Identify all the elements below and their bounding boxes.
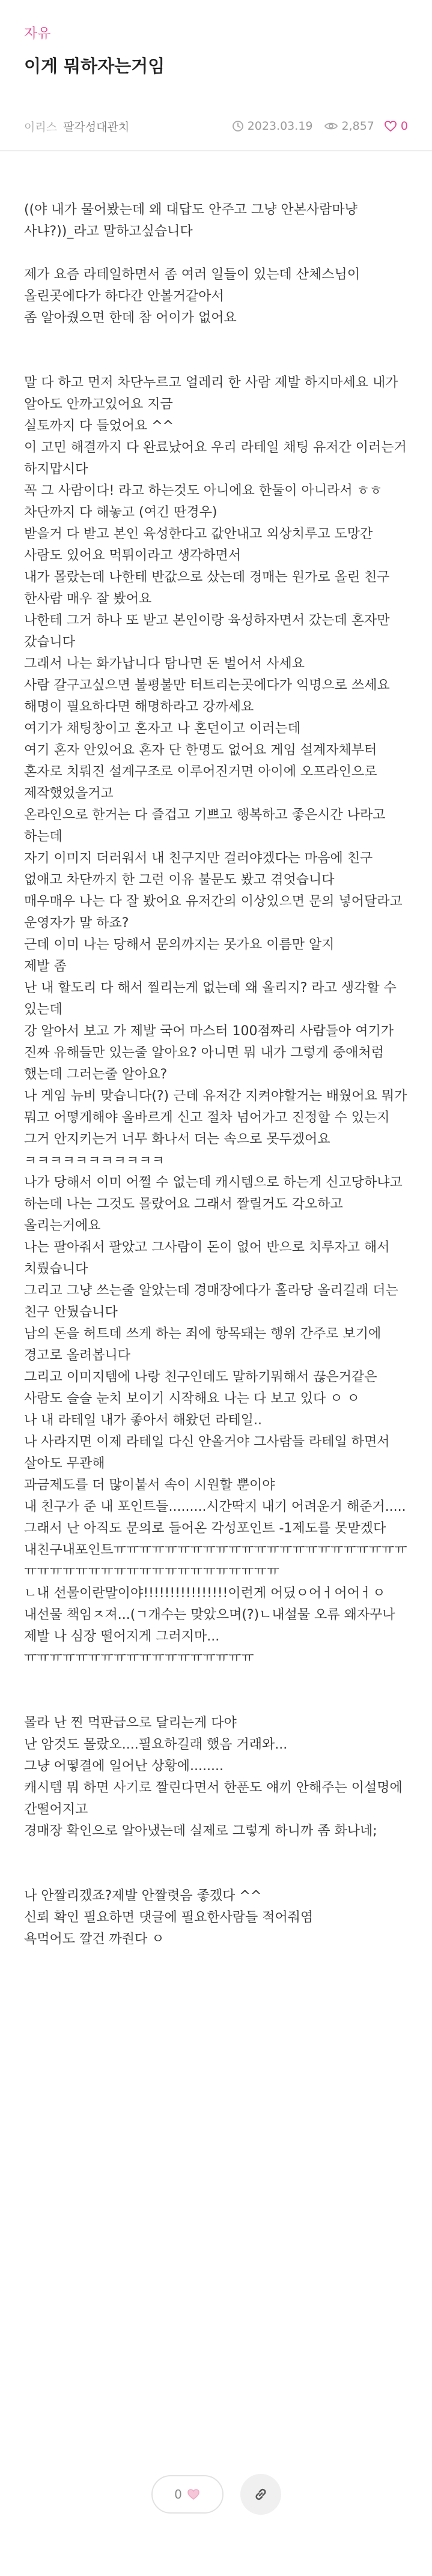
- body-line: ㄴ내 선물이란말이야!!!!!!!!!!!!!!!!이런게 어딨ㅇ어ㅓ어어ㅓㅇ: [24, 1586, 386, 1601]
- body-spacer: [24, 243, 408, 264]
- post-category[interactable]: 자유: [24, 26, 51, 41]
- post-body: [0, 151, 432, 1950]
- likes-count: 0: [400, 119, 408, 133]
- body-line: 꼭 그 사람이다! 라고 하는것도 아니에요 한둘이 아니라서 ㅎㅎ: [24, 483, 383, 498]
- body-line: 말 다 하고 먼저 차단누르고 얼레리 한 사람 제발 하지마세요 내가 알아도 안까고있어요 지금: [24, 375, 403, 412]
- body-line: 나 안짤리겠죠?제발 안짤렷음 좋겠다 ^^: [24, 1888, 262, 1903]
- eye-icon: [324, 120, 338, 132]
- body-line: 차단까지 다 해놓고 (여긴 딴경우): [24, 505, 218, 520]
- post-meta: [24, 115, 408, 137]
- body-line: 난 암것도 몰랐오....필요하길래 했음 거래와...: [24, 1737, 288, 1752]
- body-line: 나는 팔아줘서 팔았고 그사람이 돈이 없어 반으로 치루자고 해서 치뤘습니다: [24, 1240, 394, 1277]
- body-line: 욕먹어도 깔건 까줜다 ㅇ: [24, 1932, 165, 1947]
- body-line: 내 친구가 준 내 포인트들.........시간딱지 내기 어려운거 해준거.....그래서 난 아직도 문의로 들어온 각성포인트 -1제도를 못맏겠다: [24, 1499, 406, 1536]
- body-line: 내선물 책임ㅈ져...(ㄱ개수는 맞았으며(?)ㄴ내설물 오류 왜자꾸나 제발 나 심장 떨어지게 그러지마...ㅠㅠㅠㅠㅠㅠㅠㅠㅠㅠㅠㅠㅠㅠㅠㅠㅠㅠ: [24, 1607, 400, 1666]
- body-spacer: [24, 351, 408, 372]
- author-label: 이리스: [24, 120, 58, 134]
- body-line: 몰라 난 찐 먹판급으로 달리는게 다야: [24, 1716, 237, 1731]
- body-line: 근데 이미 나는 당해서 문의까지는 못가요 이름만 알지: [24, 937, 335, 952]
- body-line: 온라인으로 한거는 다 즐겁고 기쁘고 행복하고 좋은시간 나라고 하는데: [24, 808, 390, 844]
- body-spacer: [24, 329, 408, 351]
- post-views: [324, 119, 374, 133]
- body-line: 나 내 라테일 내가 좋아서 해왔던 라테일..: [24, 1413, 262, 1428]
- body-line: 이 고민 해결까지 다 완료났어요 우리 라테일 채팅 유저간 이러는거 하지맙시다: [24, 440, 411, 477]
- post-title: 이게 뭐하자는거임: [24, 56, 165, 76]
- body-line: 강 알아서 보고 가 제발 국어 마스터 100점짜리 사람들아 여기가 진짜 유해들만 있는줄 알아요? 아니면 뭐 내가 그렇게 중애처럼 했는데 그러는줄 알아요?: [24, 1024, 398, 1082]
- body-line: 나 게임 뉴비 맞습니다(?) 근데 유저간 지켜야할거는 배웠어요 뭐가 뭐고 어떻게해야 올바르게 신고 절차 넘어가고 진정할 수 있는지: [24, 1089, 412, 1125]
- like-button[interactable]: [151, 2475, 224, 2514]
- body-line: 그리고 그냥 쓰는줄 알았는데 경매장에다가 홀라당 올리길래 더는 친구 안뒀습니다: [24, 1283, 403, 1320]
- body-spacer: [24, 1864, 408, 1885]
- body-line: 좀 알아줬으면 한데 참 어이가 없어요: [24, 310, 237, 325]
- like-button-count: 0: [174, 2487, 182, 2502]
- body-line: 제발 좀: [24, 959, 67, 974]
- body-line: 캐시템 뭐 하면 사기로 짤린다면서 한푼도 얘끼 안해주는 이설명에 간떨어지고: [24, 1780, 407, 1817]
- clock-icon: [232, 120, 244, 132]
- post-likes: [384, 119, 408, 133]
- body-line: 나한테 그거 하나 또 받고 본인이랑 육성하자면서 갔는데 혼자만 갔습니다: [24, 613, 394, 650]
- body-line: 신뢰 확인 필요하면 댓글에 필요한사람들 적어줘염: [24, 1910, 314, 1925]
- author-name[interactable]: 팔각성대관치: [63, 120, 130, 134]
- body-line: 나가 당해서 이미 어쩔 수 없는데 캐시템으로 하는게 신고당하냐고 하는데 나는 그것도 몰랐어요 그래서 짤릴거도 각오하고 올리는거에요: [24, 1175, 407, 1233]
- body-line: 제가 요즘 라테일하면서 좀 여러 일들이 있는데 산체스님이 올린곳에다가 하다간 안볼거같아서: [24, 267, 365, 304]
- body-line: 그리고 이미지템에 나랑 친구인데도 말하기뭐해서 끊은거같은 사람도 슬슬 눈치 보이기 시작해요 나는 다 보고 있다 ㅇ ㅇ: [24, 1370, 382, 1406]
- post-header: [0, 0, 432, 137]
- body-line: 나 사라지면 이제 라테일 다신 안올거야 그사람들 라테일 하면서 살아도 무관해: [24, 1435, 394, 1471]
- body-line: 그냥 어떻결에 일어난 상황에........: [24, 1759, 224, 1774]
- body-spacer: [24, 1691, 408, 1713]
- heart-icon: [384, 120, 397, 132]
- body-line: 자기 이미지 더러워서 내 친구지만 걸러야겠다는 마음에 친구 없애고 차단까지 한 그런 이유 불문도 봤고 겪엇습니다: [24, 851, 377, 887]
- views-count: 2,857: [341, 119, 374, 133]
- body-line: 남의 돈을 허트데 쓰게 하는 죄에 항목돼는 행위 간주로 보기에 경고로 올려봅니다: [24, 1326, 386, 1363]
- body-line: ((야 내가 물어봤는데 왜 대답도 안주고 그냥 안본사람마냥 사냐?))_라고 말하고싶습니다: [24, 202, 362, 239]
- post-date: [232, 119, 313, 133]
- body-line: 여기 혼자 안있어요 혼자 단 한명도 없어요 게임 설계자체부터 혼자로 치뤄진 설계구조로 이루어진거면 아이에 오프라인으로 제작했었을거고: [24, 743, 382, 801]
- link-icon: [252, 2485, 270, 2503]
- body-spacer: [24, 1669, 408, 1691]
- body-line: 경매장 확인으로 알아냈는데 실제로 그렇게 하니까 좀 화나네;: [24, 1824, 377, 1839]
- share-link-button[interactable]: [240, 2474, 281, 2515]
- post-actions: [0, 2474, 432, 2515]
- body-line: 내친구내포인트ㅠㅠㅠㅠㅠㅠㅠㅠㅠㅠㅠㅠㅠㅠㅠㅠㅠㅠㅠㅠㅠㅠㅠㅠㅠㅠㅠㅠㅠㅠㅠㅠㅠㅠㅠㅠㅠㅠㅠㅠㅠㅠㅠ: [24, 1543, 407, 1579]
- body-line: 그래서 나는 화가납니다 탐나면 돈 벌어서 사세요: [24, 656, 305, 671]
- body-spacer: [24, 1842, 408, 1864]
- body-line: 사람 갈구고싶으면 불평불만 터트리는곳에다가 익명으로 쓰세요 해명이 필요하다면 해명하라고 강까세요: [24, 678, 394, 715]
- body-line: 여기가 채팅창이고 혼자고 나 혼던이고 이러는데: [24, 721, 301, 736]
- body-line: 받을거 다 받고 본인 육성한다고 값안내고 외상치루고 도망간 사람도 있어요 먹튀이라고 생각하면서: [24, 527, 377, 563]
- body-line: 매우매우 나는 다 잘 봤어요 유저간의 이상있으면 문의 넣어달라고 운영자가 말 하죠?: [24, 894, 407, 931]
- body-line: 난 내 할도리 다 해서 찔리는게 없는데 왜 올리지? 라고 생각할 수 있는데: [24, 981, 401, 1017]
- body-line: 내가 몰랐는데 나한테 반값으로 샀는데 경매는 원가로 올린 친구 한사람 매우 잘 봤어요: [24, 570, 394, 606]
- date-text: 2023.03.19: [247, 119, 313, 133]
- body-line: 과금제도를 더 많이붙서 속이 시원할 뿐이야: [24, 1478, 275, 1493]
- body-line: 그거 안지키는거 너무 화나서 더는 속으로 못두겠어요 ㅋㅋㅋㅋㅋㅋㅋㅋㅋㅋㅋ: [24, 1132, 335, 1169]
- body-line: 실토까지 다 들었어요 ^^: [24, 419, 174, 434]
- heart-icon: [187, 2488, 200, 2500]
